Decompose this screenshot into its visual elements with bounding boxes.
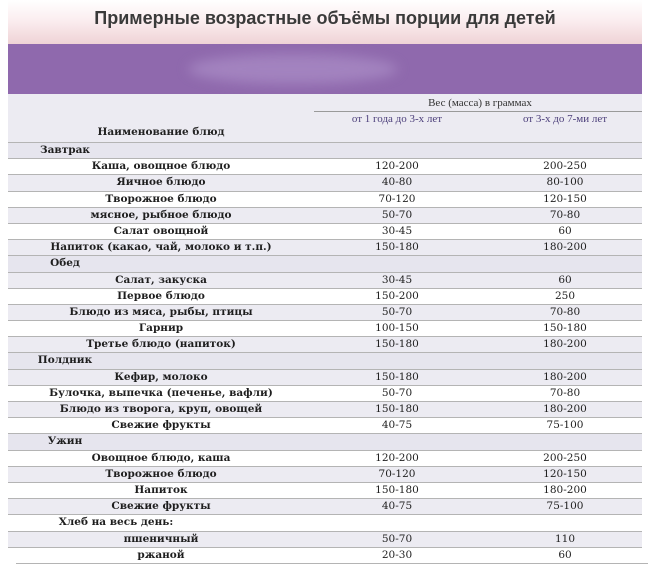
portion-3-7: 75-100 <box>546 419 584 432</box>
portion-3-7: 110 <box>554 532 576 545</box>
meal-heading: Завтрак <box>40 144 90 156</box>
table-row <box>8 304 642 320</box>
portion-1-3: 150-180 <box>375 403 419 415</box>
table-header <box>8 94 642 142</box>
portion-1-3: 70-120 <box>378 192 416 205</box>
portion-1-3: 150-200 <box>375 289 419 302</box>
portion-1-3: 30-45 <box>381 224 413 237</box>
age-3-7-header: от 3-х до 7-ми лет <box>522 113 608 125</box>
portion-1-3: 50-70 <box>381 208 413 221</box>
portion-3-7: 120-150 <box>543 192 587 205</box>
portion-3-7: 60 <box>558 224 572 237</box>
portion-1-3: 30-45 <box>381 273 413 286</box>
portion-1-3: 120-200 <box>375 160 419 173</box>
section-row <box>8 255 642 271</box>
portion-3-7: 80-100 <box>546 176 584 189</box>
dish-name: Напиток <box>134 483 188 496</box>
weight-header: Вес (масса) в граммах <box>428 97 532 109</box>
portion-3-7: 180-200 <box>543 483 587 496</box>
section-row <box>8 352 642 368</box>
portion-1-3: 40-75 <box>381 419 413 432</box>
dish-name: мясное, рыбное блюдо <box>90 208 232 221</box>
dish-name: Салат, закуска <box>115 273 207 286</box>
table-row <box>8 239 642 255</box>
table-row <box>8 207 642 223</box>
table-row <box>8 288 642 304</box>
decorative-banner <box>8 44 642 94</box>
portion-1-3: 40-80 <box>381 176 413 189</box>
portion-1-3: 150-180 <box>375 338 419 351</box>
dish-name: Гарнир <box>138 322 184 335</box>
portion-3-7: 150-180 <box>543 322 587 335</box>
dish-name: Хлеб на весь день: <box>58 516 174 529</box>
portion-1-3: 40-75 <box>381 500 413 513</box>
portion-3-7: 180-200 <box>543 241 587 254</box>
table-row <box>8 158 642 174</box>
portion-3-7: 70-80 <box>549 386 581 399</box>
table-row <box>8 369 642 385</box>
age-1-3-header: от 1 года до 3-х лет <box>351 113 443 125</box>
portion-table <box>8 142 642 563</box>
portion-3-7: 200-250 <box>543 451 587 464</box>
portion-3-7: 200-250 <box>543 160 587 173</box>
table-row <box>8 385 642 401</box>
header-divider <box>314 111 642 112</box>
portion-1-3: 150-180 <box>375 370 419 383</box>
portion-3-7: 60 <box>558 273 572 286</box>
portion-3-7: 75-100 <box>546 500 584 513</box>
dish-name: ржаной <box>137 548 185 561</box>
dish-name: Напиток (какао, чай, молоко и т.п.) <box>50 241 272 254</box>
portion-1-3: 50-70 <box>381 305 413 318</box>
portion-1-3: 100-150 <box>375 322 419 335</box>
dish-name: Творожное блюдо <box>105 467 217 480</box>
dish-name: Творожное блюдо <box>105 192 217 205</box>
dish-name: Каша, овощное блюдо <box>91 160 231 173</box>
table-row <box>8 547 642 563</box>
dish-name: Овощное блюдо, каша <box>91 451 231 464</box>
portion-1-3: 20-30 <box>381 548 413 561</box>
table-row <box>8 401 642 417</box>
meal-heading: Ужин <box>47 435 83 448</box>
table-row <box>8 191 642 207</box>
portion-3-7: 180-200 <box>543 338 587 351</box>
section-row <box>8 433 642 449</box>
dish-name: Блюдо из творога, круп, овощей <box>59 403 263 415</box>
portion-1-3: 50-70 <box>381 532 413 545</box>
table-row <box>8 466 642 482</box>
dish-name: Булочка, выпечка (печенье, вафли) <box>49 386 273 399</box>
banner-glow <box>188 54 398 84</box>
dish-name: Свежие фрукты <box>111 500 211 513</box>
dish-name: пшеничный <box>123 532 199 545</box>
dish-name: Третье блюдо (напиток) <box>86 338 236 351</box>
portion-3-7: 180-200 <box>543 403 587 415</box>
table-row <box>8 531 642 547</box>
portion-3-7: 180-200 <box>543 370 587 383</box>
portion-3-7: 60 <box>558 548 572 561</box>
portion-1-3: 70-120 <box>378 467 416 480</box>
portion-3-7: 70-80 <box>549 208 581 221</box>
meal-heading: Обед <box>50 257 80 270</box>
dish-name: Блюдо из мяса, рыбы, птицы <box>69 305 253 318</box>
table-row <box>8 174 642 190</box>
section-row <box>8 142 642 158</box>
page-title: Примерные возрастные объёмы порции для детей <box>94 8 556 28</box>
dish-name: Первое блюдо <box>117 289 205 302</box>
portion-1-3: 120-200 <box>375 451 419 464</box>
dish-name: Свежие фрукты <box>111 419 211 432</box>
portion-1-3: 150-180 <box>375 483 419 496</box>
table-row <box>8 498 642 514</box>
dish-name: Салат овощной <box>113 224 209 237</box>
title-band <box>8 0 642 44</box>
dish-name: Яичное блюдо <box>116 176 206 189</box>
table-row <box>8 320 642 336</box>
portion-3-7: 120-150 <box>543 467 587 480</box>
portion-1-3: 50-70 <box>381 386 413 399</box>
table-row <box>8 417 642 433</box>
subheading-row <box>8 514 642 530</box>
portion-1-3: 150-180 <box>375 241 419 254</box>
dish-name-header: Наименование блюд <box>97 126 225 138</box>
table-row <box>8 450 642 466</box>
portion-3-7: 250 <box>554 289 576 302</box>
portion-3-7: 70-80 <box>549 305 581 318</box>
dish-name: Кефир, молоко <box>114 370 208 383</box>
table-row <box>8 482 642 498</box>
meal-heading: Полдник <box>37 354 93 367</box>
table-row <box>8 272 642 288</box>
table-bottom-border <box>16 563 648 564</box>
table-row <box>8 223 642 239</box>
table-row <box>8 336 642 352</box>
